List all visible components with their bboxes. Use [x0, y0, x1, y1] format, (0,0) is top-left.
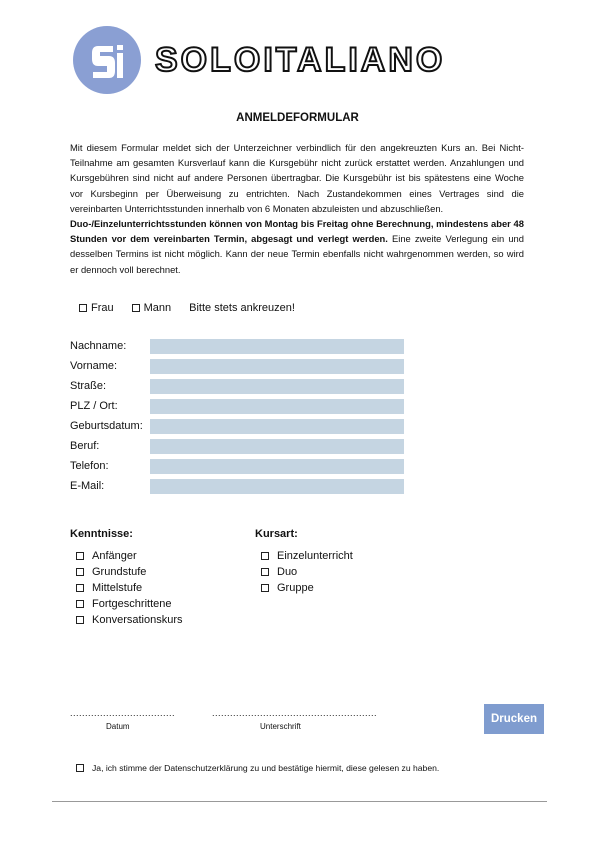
option-label: Grundstufe	[92, 566, 147, 578]
option-label: Anfänger	[92, 550, 137, 562]
logo-text: SOLOITALIANO	[155, 40, 446, 79]
date-line[interactable]: ...................................	[70, 708, 176, 718]
field-label: Nachname:	[70, 340, 127, 352]
date-signature	[70, 708, 175, 731]
option-label: Einzelunterricht	[277, 550, 353, 562]
field-vorname	[70, 356, 404, 376]
option-label: Fortgeschrittene	[92, 598, 172, 610]
consent-row[interactable]	[76, 763, 439, 773]
signature-label: Unterschrift	[260, 722, 301, 731]
kenntnisse-heading: Kenntnisse:	[70, 528, 133, 540]
intro-rest: Eine zweite Verlegung ein und desselben Termins ist nicht möglich. Kann der neue Termin ebenfalls nicht wahrgenommen werden, so wird er dennoch voll berechnet.	[70, 233, 524, 275]
plz-ort-input[interactable]	[150, 399, 404, 414]
field-label: Straße:	[70, 380, 107, 392]
option-anfaenger[interactable]	[70, 548, 183, 564]
gender-mann[interactable]	[132, 302, 172, 314]
field-beruf	[70, 436, 404, 456]
option-gruppe[interactable]	[255, 580, 353, 596]
field-label: Vorname:	[70, 360, 118, 372]
checkbox[interactable]	[76, 600, 84, 608]
option-label: Konversationskurs	[92, 614, 183, 626]
option-label: Duo	[277, 566, 298, 578]
field-label: Telefon:	[70, 460, 109, 472]
gender-frau[interactable]	[79, 302, 114, 314]
page-title: ANMELDEFORMULAR	[236, 112, 359, 124]
option-konversationskurs[interactable]	[70, 612, 183, 628]
checkbox[interactable]	[76, 568, 84, 576]
checkbox-frau[interactable]	[79, 304, 87, 312]
field-geburtsdatum	[70, 416, 404, 436]
checkbox-mann[interactable]	[132, 304, 140, 312]
field-label: Beruf:	[70, 440, 100, 452]
intro-bold: Duo-/Einzelunterrichtsstunden können von Montag bis Freitag ohne Berechnung, mindestens aber 48 Stunden vor dem vereinbarten Termin, abgesagt und verlegt werden.	[70, 218, 524, 245]
checkbox[interactable]	[261, 552, 269, 560]
checkbox[interactable]	[76, 616, 84, 624]
option-label: Gruppe	[277, 582, 314, 594]
footer-divider	[52, 801, 547, 802]
checkbox[interactable]	[76, 584, 84, 592]
print-button[interactable]: Drucken	[484, 704, 544, 734]
logo-mark	[73, 26, 141, 94]
kursart-section	[255, 528, 353, 596]
field-label: E-Mail:	[70, 480, 105, 492]
email-input[interactable]	[150, 479, 404, 494]
field-label: Geburtsdatum:	[70, 420, 143, 432]
strasse-input[interactable]	[150, 379, 404, 394]
field-plz-ort	[70, 396, 404, 416]
intro-paragraph-2	[70, 216, 524, 277]
intro-paragraph-1: Mit diesem Formular meldet sich der Unterzeichner verbindlich für den angekreuzten Kurs an. Bei Nicht-Teilnahme am gesamten Kursverlauf kann die Kursgebühr nicht zurück erstattet werden. Anzahlungen und Kursgebühren sind nicht auf andere Personen übertragbar. Die Kursgebühr ist bis spätestens eine Woche vor Kursbeginn per Überweisung zu entrichten. Nach Zustandekommen eines Vertrages sind die vereinbarten Unterrichtsstunden innerhalb von 6 Monaten abzuleisten und abzuschließen.	[70, 142, 524, 214]
option-label: Mittelstufe	[92, 582, 143, 594]
label-frau: Frau	[91, 302, 114, 314]
telefon-input[interactable]	[150, 459, 404, 474]
option-einzelunterricht[interactable]	[255, 548, 353, 564]
signature-block	[212, 708, 377, 731]
kenntnisse-section	[70, 528, 183, 628]
geburtsdatum-input[interactable]	[150, 419, 404, 434]
personal-fields	[70, 336, 404, 496]
signature-line[interactable]: .......................................................	[212, 708, 378, 718]
field-label: PLZ / Ort:	[70, 400, 118, 412]
logo	[73, 26, 445, 94]
beruf-input[interactable]	[150, 439, 404, 454]
option-grundstufe[interactable]	[70, 564, 183, 580]
kursart-heading: Kursart:	[255, 528, 298, 540]
option-mittelstufe[interactable]	[70, 580, 183, 596]
label-mann: Mann	[143, 302, 172, 314]
checkbox[interactable]	[261, 584, 269, 592]
gender-row	[79, 302, 295, 314]
date-label: Datum	[106, 722, 130, 731]
checkbox[interactable]	[76, 552, 84, 560]
intro-text	[70, 140, 524, 277]
consent-checkbox[interactable]	[76, 764, 84, 772]
field-telefon	[70, 456, 404, 476]
checkbox[interactable]	[261, 568, 269, 576]
nachname-input[interactable]	[150, 339, 404, 354]
option-duo[interactable]	[255, 564, 353, 580]
field-email	[70, 476, 404, 496]
vorname-input[interactable]	[150, 359, 404, 374]
field-nachname	[70, 336, 404, 356]
consent-label: Ja, ich stimme der Datenschutzerklärung zu und bestätige hiermit, diese gelesen zu haben.	[92, 763, 440, 773]
option-fortgeschrittene[interactable]	[70, 596, 183, 612]
gender-hint: Bitte stets ankreuzen!	[189, 302, 295, 314]
field-strasse	[70, 376, 404, 396]
